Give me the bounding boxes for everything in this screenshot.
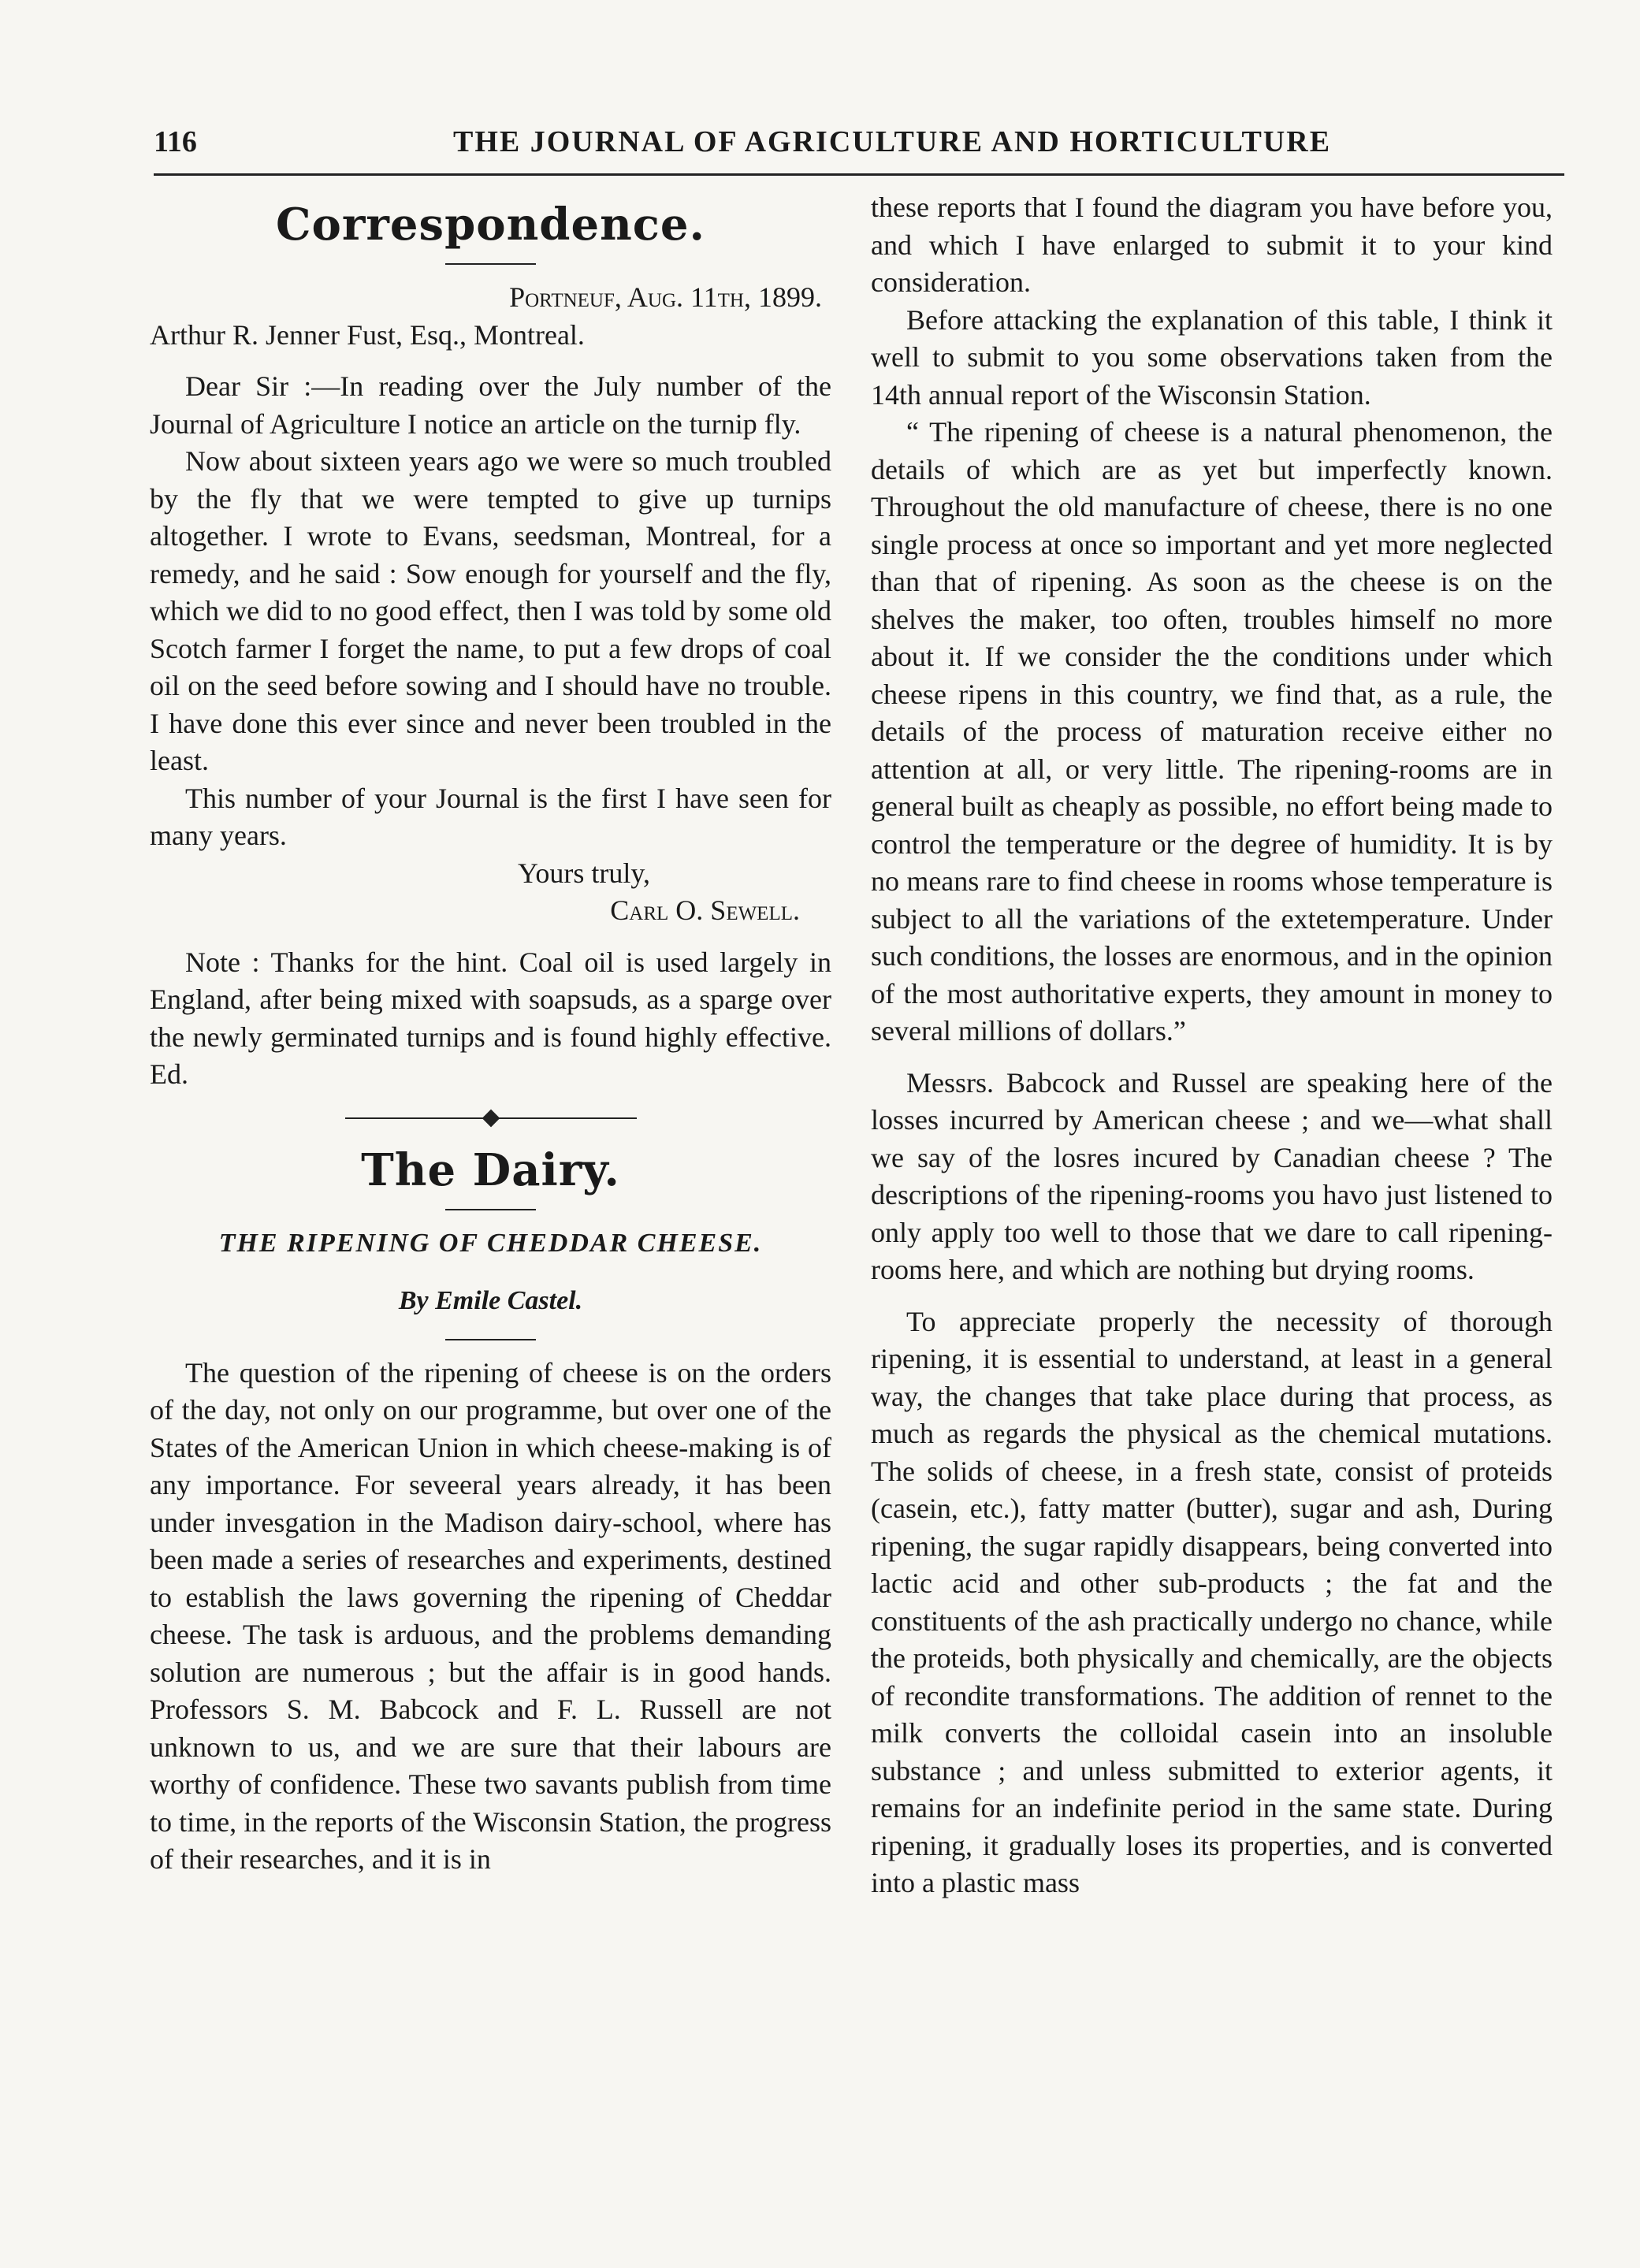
letter-paragraph: Now about sixteen years ago we were so much troubled by the fly that we were tempted to give up turnips altogether. I wrote to Evans, seedsman, Montreal, for a remedy, and he said : Sow enough for yourself and the fly, which we did to no good effect, then I was told by some old Scotch farmer I forget the name, to put a few drops of coal oil on the seed before sowing and I should have no trouble. I have done this ever since and never been troubled in the least.	[150, 445, 831, 776]
article-paragraph: Messrs. Babcock and Russel are speaking here of the losses incurred by American cheese ; and we—what shall we say of the losres incured by Canadian cheese ? The descriptions of the ripening-rooms you havo just listened to only apply too well to those that we dare to call ripening-rooms here, and which are nothing but drying rooms.	[871, 1066, 1553, 1285]
addressee: Arthur R. Jenner Fust, Esq., Montreal.	[150, 318, 585, 351]
article-paragraph: these reports that I found the diagram you have before you, and which I have enlarged to submit it to your kind consideration.	[871, 191, 1553, 298]
letter-paragraph: Dear Sir :—In reading over the July number of the Journal of Agriculture I notice an article on the turnip fly.	[150, 370, 831, 440]
article-paragraph: To appreciate properly the necessity of thorough ripening, it is essential to understand, at least in a general way, the changes that take place during that process, as much as regards the physical as the chemical mutations. The solids of cheese, in a fresh state, consist of proteids (casein, etc.), fatty matter (butter), sugar and ash, During ripening, the sugar rapidly disappears, being converted into lactic acid and other sub-products ; the fat and the constituents of the ash practically undergo no chance, while the proteids, both physically and chemically, are the objects of recondite transformations. The addition of rennet to the milk converts the colloidal casein into an insoluble substance ; and unless submitted to exterior agents, it remains for an indefinite period in the same state. During ripening, it gradually loses its properties, and is converted into a plastic mass	[871, 1305, 1553, 1898]
editor-note: Note : Thanks for the hint. Coal oil is used largely in England, after being mixed with soapsuds, as a sparge over the newly germinated turnips and is found highly effective. Ed.	[150, 946, 831, 1090]
page-number: 116	[154, 125, 197, 158]
section-divider	[345, 1117, 637, 1119]
closing: Yours truly,	[517, 857, 650, 889]
article-paragraph: The question of the ripening of cheese is on the orders of the day, not only on our programme, but over one of the States of the American Union in which cheese-making is of any importance. For seveeral years already, it has been under invesgation in the Madison dairy-school, where has been made a series of researches and experiments, destined to establish the laws governing the ripening of Cheddar cheese. The task is arduous, and the problems demanding solution are numerous ; but the affair is in good hands. Professors S. M. Babcock and F. L. Russell are not unknown to us, and we are sure that their labours are worthy of confidence. These two savants publish from time to time, in the reports of the Wisconsin Station, the progress of their researches, and it is in	[150, 1356, 831, 1875]
article-paragraph: “ The ripening of cheese is a natural phenomenon, the details of which are as yet but imperfectly known. Throughout the old manufacture of cheese, there is no one single process at once so important and yet more neglected than that of ripening. As soon as the cheese is on the shelves the maker, too often, troubles himself no more about it. If we consider the the conditions under which cheese ripens in this country, we find that, as a rule, the details of the process of maturation receive either no attention at all, or very little. The ripening-rooms are in general built as cheaply as possible, no effort being made to control the temperature or the degree of humidity. It is by no means rare to find cheese in rooms whose temperature is subject to all the variations of the extetemperature. Under such conditions, the losses are enormous, and in the opinion of the most authoritative experts, they amount in money to several millions of dollars.”	[871, 416, 1553, 1047]
article-paragraph: Before attacking the explanation of this table, I think it well to submit to you some observations taken from the 14th annual report of the Wisconsin Station.	[871, 303, 1553, 411]
signature: Carl O. Sewell.	[610, 894, 800, 926]
divider	[445, 263, 536, 265]
divider	[445, 1339, 536, 1340]
dateline: Portneuf, Aug. 11th, 1899.	[509, 281, 822, 313]
page-header	[154, 118, 1564, 176]
article-title: THE RIPENING OF CHEDDAR CHEESE.	[218, 1228, 763, 1258]
divider	[445, 1209, 536, 1210]
right-column	[871, 189, 1553, 1902]
correspondence-heading: Correspondence.	[275, 199, 706, 251]
ornament-icon	[482, 1109, 500, 1127]
byline: By Emile Castel.	[398, 1286, 583, 1315]
letter-paragraph: This number of your Journal is the first I have seen for many years.	[150, 782, 831, 851]
dairy-heading: The Dairy.	[361, 1143, 620, 1196]
running-title: THE JOURNAL OF AGRICULTURE AND HORTICULTURE	[453, 125, 1332, 158]
left-column	[150, 189, 831, 1879]
